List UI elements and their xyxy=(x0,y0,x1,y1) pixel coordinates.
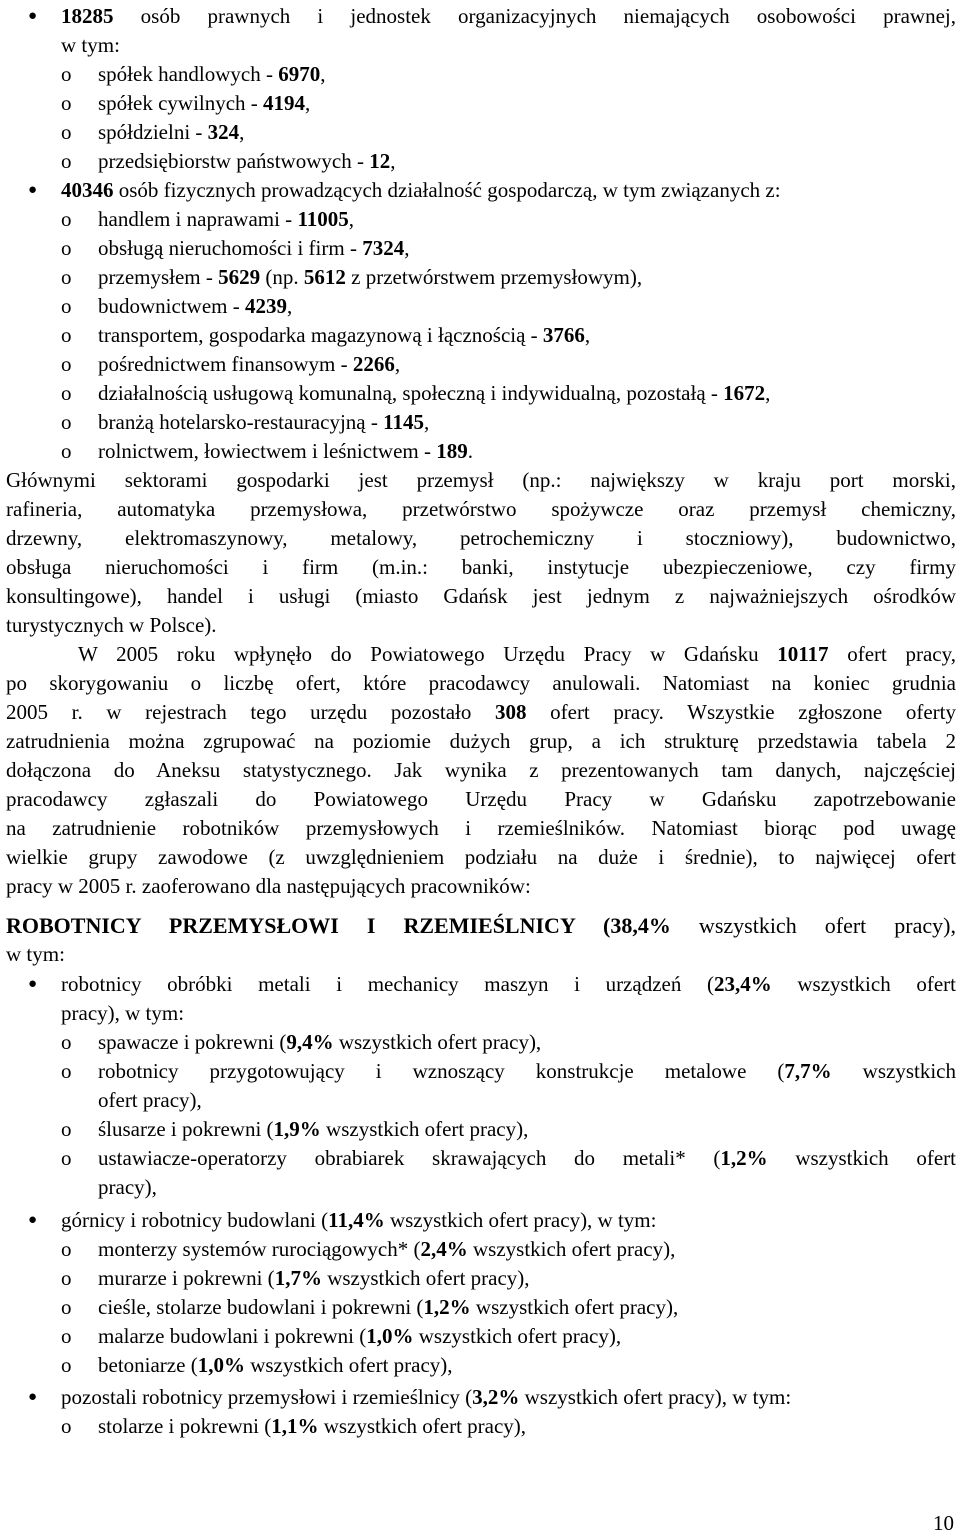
line-text: 2005 r. w rejestrach tego urzędu pozostało 308 ofert pracy. Wszystkie zgłoszone oferty xyxy=(6,700,956,724)
line-text: w tym: xyxy=(61,33,120,57)
line-text: pracy w 2005 r. zaoferowano dla następujących pracowników: xyxy=(6,874,531,898)
line-text: Głównymi sektorami gospodarki jest przemysł (np.: największy w kraju port morski, xyxy=(6,468,956,492)
circle-bullet-icon: o xyxy=(61,62,72,86)
line-text: rafineria, automatyka przemysłowa, przetwórstwo spożywcze oraz przemysł chemiczny, xyxy=(6,497,956,521)
bullet-icon: ● xyxy=(28,1389,38,1405)
line-text: handlem i naprawami - 11005, xyxy=(98,207,355,231)
page-number: 10 xyxy=(933,1511,954,1535)
line-text: turystycznych w Polsce). xyxy=(6,613,217,637)
bullet-icon: ● xyxy=(28,976,38,992)
bullet-icon: ● xyxy=(28,182,38,198)
line-text: ślusarze i pokrewni (1,9% wszystkich ofert pracy), xyxy=(98,1117,529,1141)
line-text: obsługa nieruchomości i firm (m.in.: banki, instytucje ubezpieczeniowe, czy firmy xyxy=(6,555,956,579)
circle-bullet-icon: o xyxy=(61,207,72,231)
line-text: budownictwem - 4239, xyxy=(98,294,293,318)
line-text: dołączona do Aneksu statystycznego. Jak wynika z prezentowanych tam danych, najczęściej xyxy=(6,758,956,782)
line-text: pracy), w tym: xyxy=(61,1001,185,1025)
line-text: branżą hotelarsko-restauracyjną - 1145, xyxy=(98,410,430,434)
circle-bullet-icon: o xyxy=(61,323,72,347)
circle-bullet-icon: o xyxy=(61,265,72,289)
line-text: ustawiacze-operatorzy obrabiarek skrawających do metali* (1,2% wszystkich ofert xyxy=(98,1146,956,1170)
line-text: po skorygowaniu o liczbę ofert, które pracodawcy anulowali. Natomiast na koniec grudnia xyxy=(6,671,956,695)
line-text: stolarze i pokrewni (1,1% wszystkich ofert pracy), xyxy=(98,1414,527,1438)
line-text: pracy), xyxy=(98,1175,157,1199)
line-text: drzewny, elektromaszynowy, metalowy, petrochemiczny i stoczniowy), budownictwo, xyxy=(6,526,956,550)
circle-bullet-icon: o xyxy=(61,381,72,405)
circle-bullet-icon: o xyxy=(61,1266,72,1290)
line-text: rolnictwem, łowiectwem i leśnictwem - 189. xyxy=(98,439,473,463)
circle-bullet-icon: o xyxy=(61,1146,72,1170)
line-text: 40346 osób fizycznych prowadzących działalność gospodarczą, w tym związanych z: xyxy=(61,178,781,202)
line-text: W 2005 roku wpłynęło do Powiatowego Urzędu Pracy w Gdańsku 10117 ofert pracy, xyxy=(78,642,956,666)
circle-bullet-icon: o xyxy=(61,439,72,463)
circle-bullet-icon: o xyxy=(61,1295,72,1319)
line-text: na zatrudnienie robotników przemysłowych i rzemieślników. Natomiast biorąc pod uwagę xyxy=(6,816,956,840)
line-text: spółdzielni - 324, xyxy=(98,120,245,144)
line-text: działalnością usługową komunalną, społeczną i indywidualną, pozostałą - 1672, xyxy=(98,381,771,405)
circle-bullet-icon: o xyxy=(61,1030,72,1054)
line-text: cieśle, stolarze budowlani i pokrewni (1,2% wszystkich ofert pracy), xyxy=(98,1295,679,1319)
line-text: pozostali robotnicy przemysłowi i rzemieślnicy (3,2% wszystkich ofert pracy), w tym: xyxy=(61,1385,792,1409)
line-text: spółek cywilnych - 4194, xyxy=(98,91,311,115)
line-text: spółek handlowych - 6970, xyxy=(98,62,326,86)
line-text: 18285 osób prawnych i jednostek organizacyjnych niemających osobowości prawnej, xyxy=(61,4,956,28)
circle-bullet-icon: o xyxy=(61,236,72,260)
circle-bullet-icon: o xyxy=(61,1237,72,1261)
circle-bullet-icon: o xyxy=(61,352,72,376)
line-text: ofert pracy), xyxy=(98,1088,202,1112)
line-text: spawacze i pokrewni (9,4% wszystkich ofert pracy), xyxy=(98,1030,542,1054)
bullet-icon: ● xyxy=(28,8,38,24)
line-text: przemysłem - 5629 (np. 5612 z przetwórstwem przemysłowym), xyxy=(98,265,643,289)
line-text: górnicy i robotnicy budowlani (11,4% wszystkich ofert pracy), w tym: xyxy=(61,1208,657,1232)
line-text: robotnicy obróbki metali i mechanicy maszyn i urządzeń (23,4% wszystkich ofert xyxy=(61,972,956,996)
line-text: malarze budowlani i pokrewni (1,0% wszystkich ofert pracy), xyxy=(98,1324,622,1348)
circle-bullet-icon: o xyxy=(61,1324,72,1348)
line-text: robotnicy przygotowujący i wznoszący konstrukcje metalowe (7,7% wszystkich xyxy=(98,1059,956,1083)
circle-bullet-icon: o xyxy=(61,149,72,173)
circle-bullet-icon: o xyxy=(61,120,72,144)
line-text: murarze i pokrewni (1,7% wszystkich ofert pracy), xyxy=(98,1266,530,1290)
circle-bullet-icon: o xyxy=(61,294,72,318)
line-text: w tym: xyxy=(6,942,65,966)
line-text: ROBOTNICY PRZEMYSŁOWI I RZEMIEŚLNICY (38,4% wszystkich ofert pracy), xyxy=(6,913,956,938)
circle-bullet-icon: o xyxy=(61,1059,72,1083)
line-text: wielkie grupy zawodowe (z uwzględnieniem podziału na duże i średnie), to najwięcej ofert xyxy=(6,845,956,869)
circle-bullet-icon: o xyxy=(61,1117,72,1141)
line-text: obsługą nieruchomości i firm - 7324, xyxy=(98,236,410,260)
line-text: transportem, gospodarka magazynową i łącznością - 3766, xyxy=(98,323,591,347)
line-text: monterzy systemów rurociągowych* (2,4% wszystkich ofert pracy), xyxy=(98,1237,676,1261)
line-text: zatrudnienia można zgrupować na poziomie dużych grup, a ich strukturę przedstawia tabela 2 xyxy=(6,729,956,753)
circle-bullet-icon: o xyxy=(61,91,72,115)
bullet-icon: ● xyxy=(28,1212,38,1228)
line-text: betoniarze (1,0% wszystkich ofert pracy), xyxy=(98,1353,453,1377)
line-text: pośrednictwem finansowym - 2266, xyxy=(98,352,401,376)
line-text: przedsiębiorstw państwowych - 12, xyxy=(98,149,396,173)
line-text: konsultingowe), handel i usługi (miasto Gdańsk jest jednym z najważniejszych ośrodków xyxy=(6,584,956,608)
line-text: pracodawcy zgłaszali do Powiatowego Urzędu Pracy w Gdańsku zapotrzebowanie xyxy=(6,787,956,811)
circle-bullet-icon: o xyxy=(61,1353,72,1377)
circle-bullet-icon: o xyxy=(61,1414,72,1438)
circle-bullet-icon: o xyxy=(61,410,72,434)
